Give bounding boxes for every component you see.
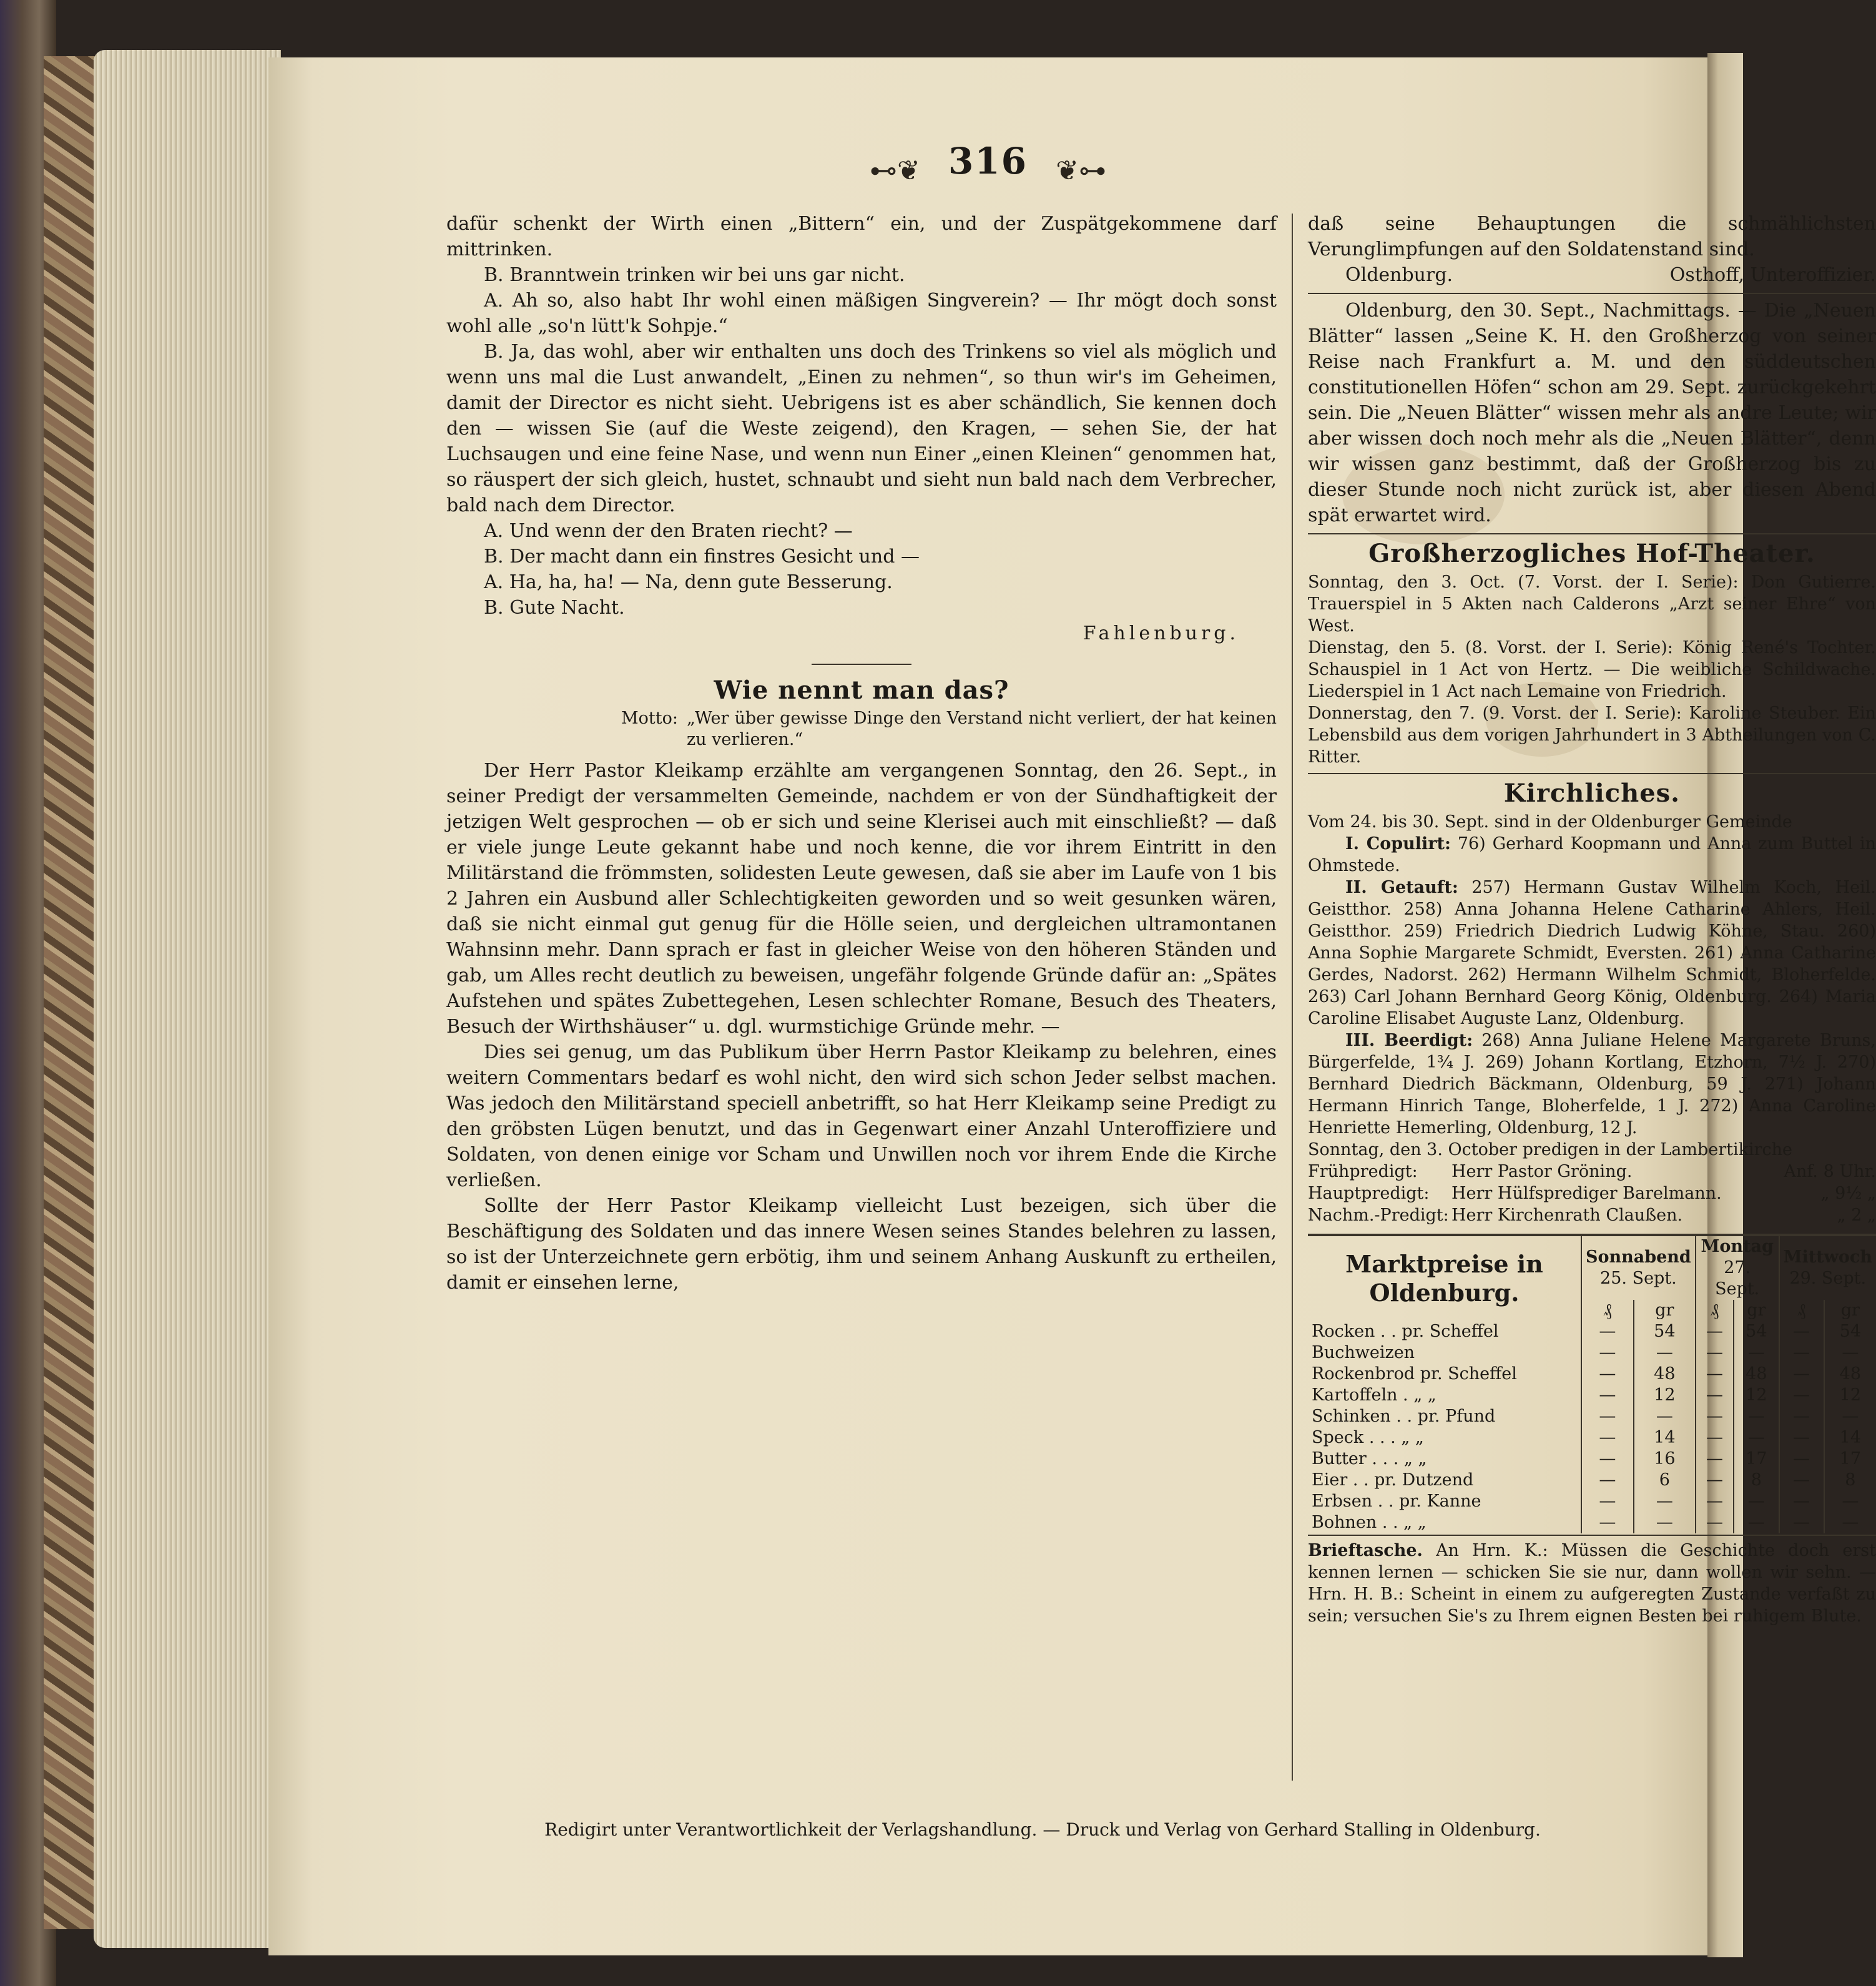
price-cell: — (1581, 1427, 1634, 1448)
article-title: Wie nennt man das? (714, 676, 1009, 705)
price-cell: — (1779, 1321, 1824, 1342)
column-divider (1292, 214, 1293, 1781)
paragraph: Sollte der Herr Pastor Kleikamp vielleicht Lust bezeigen, sich über die Beschäftigung des Soldaten und das innere Wesen seines Standes belehren zu lassen, so ist der Unterzeichnete gern erbötig, ihm und seinem Anhang Auskunft zu ertheilen, damit er einsehen lerne, (446, 1195, 1277, 1294)
price-cell: — (1824, 1342, 1876, 1364)
table-row (1308, 1470, 1876, 1491)
right-column (1308, 211, 1876, 1627)
ornament-right-icon: ❦⊶ (1056, 155, 1106, 187)
place: Oldenburg. (1345, 264, 1453, 286)
price-cell: — (1824, 1512, 1876, 1533)
price-cell: — (1581, 1406, 1634, 1427)
page-stack (94, 50, 281, 1948)
paragraph: daß seine Behauptungen die schmählichsten Verunglimpfungen auf den Soldatenstand sind. (1308, 213, 1876, 260)
paragraph: Dies sei genug, um das Publikum über Herrn Pastor Kleikamp zu belehren, eines weitern Commentars bedarf es wohl nicht, den wird sich schon Jeder selbst machen. Was jedoch den Militärstand speciell anbetrifft, so hat Herr Kleikamp seine Predigt zu den gröbsten Lügen benutzt, und das in Gegenwart einer Anzahl Unteroffiziere und Soldaten, von denen einige vor Scham und Unwillen noch vor ihrem Ende die Kirche verließen. (446, 1041, 1277, 1191)
price-cell: — (1824, 1406, 1876, 1427)
newspaper-page (268, 57, 1876, 1955)
market-prices-table (1308, 1236, 1876, 1533)
price-cell: — (1696, 1385, 1734, 1406)
listing: Sonntag, den 3. Oct. (7. Vorst. der I. Serie): Don Gutierre. Trauerspiel in 5 Akten nach Calderons „Arzt seiner Ehre“ von West. (1308, 573, 1876, 636)
item-name: Kartoffeln . „ „ (1312, 1385, 1436, 1405)
sermon-row: Frühpredigt: Herr Pastor Gröning. Anf. 8 Uhr. (1308, 1162, 1876, 1181)
paragraph: Oldenburg, den 30. Sept., Nachmittags. — Die „Neuen Blätter“ lassen „Seine K. H. den Großherzog von seiner Reise nach Frankfurt a. M. und den süddeutschen constitutionellen Höfen“ schon am 29. Sept. zurückgekehrt sein. Die „Neuen Blätter“ wissen mehr als andre Leute; wir aber wissen doch noch mehr als die „Neuen Blätter“, denn wir wissen ganz bestimmt, daß der Großherzog bis zu dieser Stunde noch nicht zurück ist, aber diesen Abend spät erwartet wird. (1308, 300, 1876, 526)
price-cell: — (1696, 1491, 1734, 1512)
imprint-footer: Redigirt unter Verantwortlichkeit der Verlagshandlung. — Druck und Verlag von Gerhard Stalling in Oldenburg. (544, 1819, 1541, 1840)
table-title: Marktpreise in Oldenburg. (1345, 1250, 1543, 1307)
price-cell: — (1696, 1427, 1734, 1448)
item-name: Erbsen . . pr. Kanne (1312, 1492, 1481, 1511)
price-cell: — (1696, 1364, 1734, 1385)
price-cell: 48 (1634, 1364, 1696, 1385)
church-listings (1308, 811, 1876, 1226)
letterbox-text: An Hrn. K.: Müssen die Geschichte doch erst kennen lernen — schicken Sie sie nur, dann wollen wir sehn. — Hrn. H. B.: Scheint in einem zu aufgeregten Zustande verfaßt zu sein; versuchen Sie's zu Ihrem eignen Besten bei ruhigem Blute. (1308, 1541, 1876, 1626)
price-cell: — (1581, 1364, 1634, 1385)
price-cell: 17 (1824, 1448, 1876, 1470)
dialog-line: B. Gute Nacht. (484, 597, 625, 619)
separator (812, 664, 911, 665)
table-row (1308, 1342, 1876, 1364)
price-cell: — (1779, 1364, 1824, 1385)
listing: Dienstag, den 5. (8. Vorst. der I. Serie): König René's Tochter. Schauspiel in 1 Act von Hertz. — Die weibliche Schildwache. Liederspiel in 1 Act nach Lemaine von Friedrich. (1308, 638, 1876, 701)
label: II. Getauft: (1345, 878, 1458, 897)
item-name: Speck . . . „ „ (1312, 1428, 1424, 1447)
unit-row: ₰ gr ₰ gr ₰ gr (1308, 1300, 1876, 1321)
price-cell: — (1779, 1427, 1824, 1448)
theater-listings (1308, 571, 1876, 768)
price-cell: 48 (1824, 1364, 1876, 1385)
item-name: Rockenbrod pr. Scheffel (1312, 1364, 1517, 1384)
price-cell: — (1634, 1491, 1696, 1512)
table-header-row: Marktpreise in Oldenburg. Sonnabend 25. Sept. Montag 27. Sept. Mittwoch 29. Sept. (1308, 1236, 1876, 1300)
page-header (268, 140, 1707, 187)
page-number: 316 (948, 140, 1028, 182)
motto-label: Motto: (621, 709, 678, 728)
dialog-line: B. Der macht dann ein finstres Gesicht und — (484, 546, 920, 568)
price-cell: — (1779, 1470, 1824, 1491)
motto-text: „Wer über gewisse Dinge den Verstand nicht verliert, der hat keinen zu verlieren.“ (686, 709, 1277, 749)
dialog-line: B. Ja, das wohl, aber wir enthalten uns doch des Trinkens so viel als möglich und wenn uns mal die Lust anwandelt, „Einen zu nehmen“, so thun wir's im Geheimen, damit der Director es nicht sieht. Uebrigens ist es aber schändlich, Sie kennen doch den — wissen Sie (auf die Weste zeigend), den Kragen, — sehen Sie, der hat Luchsaugen und eine feine Nase, und wenn nun Einer „einen Kleinen“ genommen hat, so räuspert der sich gleich, hustet, schnaubt und sieht nun bald nach dem Verbrecher, bald nach dem Director. (446, 341, 1277, 516)
price-cell: — (1779, 1342, 1824, 1364)
signature-line (1308, 262, 1876, 288)
theater-title: Großherzogliches Hof-Theater. (1368, 539, 1815, 568)
price-cell: 54 (1824, 1321, 1876, 1342)
separator (1308, 533, 1876, 534)
price-cell: 14 (1634, 1427, 1696, 1448)
sermon-row: Hauptpredigt: Herr Hülfsprediger Barelmann. „ 9½ „ (1308, 1184, 1876, 1203)
price-cell: — (1696, 1448, 1734, 1470)
left-column (446, 211, 1277, 1295)
price-cell: — (1634, 1342, 1696, 1364)
price-cell: — (1581, 1470, 1634, 1491)
entries: 257) Hermann Gustav Wilhelm Koch, Heil. Geistthor. 258) Anna Johanna Helene Catharine Ahlers, Heil. Geistthor. 259) Friedrich Diedrich Ludwig Köhne, Stau. 260) Anna Sophie Margarete Schmidt, Eversten. 261) Anna Catharine Gerdes, Nadorst. 262) Hermann Wilhelm Schmidt, Bloherfelde. 263) Carl Johann Bernhard Georg König, Oldenburg. 264) Maria Caroline Elisabet Auguste Lanz, Oldenburg. (1308, 878, 1876, 1028)
price-cell: — (1634, 1406, 1696, 1427)
price-cell: — (1581, 1385, 1634, 1406)
letterbox-label: Brieftasche. (1308, 1541, 1423, 1560)
item-name: Schinken . . pr. Pfund (1312, 1407, 1496, 1426)
item-name: Rocken . . pr. Scheffel (1312, 1322, 1499, 1341)
price-cell: 12 (1734, 1385, 1779, 1406)
table-row (1308, 1512, 1876, 1533)
table-row (1308, 1406, 1876, 1427)
price-cell: — (1581, 1512, 1634, 1533)
price-cell: — (1696, 1342, 1734, 1364)
price-cell: — (1581, 1342, 1634, 1364)
price-cell: 17 (1734, 1448, 1779, 1470)
price-cell: 48 (1734, 1364, 1779, 1385)
dialog-line: A. Ah so, also habt Ihr wohl einen mäßigen Singverein? — Ihr mögt doch sonst wohl alle „so'n lütt'k Sohpje.“ (446, 290, 1277, 337)
sermon-list (1308, 1161, 1876, 1226)
price-cell: 16 (1634, 1448, 1696, 1470)
ornament-left-icon: ⊷❦ (869, 155, 920, 187)
price-cell: — (1734, 1427, 1779, 1448)
price-cell: 8 (1824, 1470, 1876, 1491)
label: III. Beerdigt: (1345, 1031, 1473, 1050)
price-cell: — (1581, 1448, 1634, 1470)
label: I. Copulirt: (1345, 834, 1451, 853)
church-title: Kirchliches. (1503, 779, 1681, 808)
item-name: Butter . . . „ „ (1312, 1449, 1427, 1468)
price-cell: 54 (1734, 1321, 1779, 1342)
table-row (1308, 1321, 1876, 1342)
paragraph: Der Herr Pastor Kleikamp erzählte am vergangenen Sonntag, den 26. Sept., in seiner Predigt der versammelten Gemeinde, nachdem er von der Sündhaftigkeit der jetzigen Welt gesprochen — ob er sich und seine Klerisei auch mit einschließt? — daß er viele junge Leute gekannt habe und noch kenne, die vor ihrem Eintritt in den Militärstand die frömmsten, solidesten Leute gewesen, daß sie aber im Laufe von 1 bis 2 Jahren ein Ausbund aller Schlechtigkeiten geworden und so weit gesunken wären, daß sie nicht einmal gut genug für die Hölle seien, und dergleichen ultramontanen Wahnsinn mehr. Dann sprach er fast in gleicher Weise von den höheren Ständen und gab, um Alles recht deutlich zu beweisen, ungefähr folgende Gründe dafür an: „Spätes Aufstehen und spätes Zubettegehen, Lesen schlechter Romane, Besuch des Theaters, Besuch der Wirthshäuser“ u. dgl. wurmstichige Gründe mehr. — (446, 760, 1277, 1038)
motto-block (621, 708, 1277, 750)
separator (1308, 1535, 1876, 1536)
price-cell: — (1824, 1491, 1876, 1512)
dialog-line: A. Und wenn der den Braten riecht? — (484, 520, 853, 542)
price-cell: — (1779, 1448, 1824, 1470)
intro: Vom 24. bis 30. Sept. sind in der Oldenburger Gemeinde (1308, 812, 1792, 832)
dialog-line: B. Branntwein trinken wir bei uns gar nicht. (484, 264, 905, 286)
item-name: Eier . . pr. Dutzend (1312, 1470, 1474, 1490)
price-cell: 14 (1824, 1427, 1876, 1448)
table-row (1308, 1427, 1876, 1448)
price-cell: 8 (1734, 1470, 1779, 1491)
table-row (1308, 1364, 1876, 1385)
price-cell: — (1696, 1406, 1734, 1427)
price-cell: — (1696, 1512, 1734, 1533)
price-cell: — (1734, 1512, 1779, 1533)
price-cell: — (1779, 1491, 1824, 1512)
table-row (1308, 1385, 1876, 1406)
price-cell: 12 (1824, 1385, 1876, 1406)
price-cell: 12 (1634, 1385, 1696, 1406)
price-cell: 54 (1634, 1321, 1696, 1342)
price-cell: — (1734, 1406, 1779, 1427)
item-name: Bohnen . . „ „ (1312, 1513, 1427, 1532)
price-cell: — (1696, 1470, 1734, 1491)
listing: Donnerstag, den 7. (9. Vorst. der I. Serie): Karoline Steuber. Ein Lebensbild aus dem vorigen Jahrhundert in 3 Abtheilungen von C. Ritter. (1308, 704, 1876, 767)
sermon-row: Nachm.-Predigt: Herr Kirchenrath Claußen. „ 2 „ (1308, 1206, 1876, 1225)
dialog-line: A. Ha, ha, ha! — Na, denn gute Besserung. (484, 571, 893, 593)
price-cell: — (1581, 1491, 1634, 1512)
price-cell: 6 (1634, 1470, 1696, 1491)
separator (1308, 293, 1876, 294)
item-name: Buchweizen (1312, 1343, 1415, 1362)
signature: Fahlenburg. (1083, 622, 1239, 644)
separator (1308, 773, 1876, 774)
price-cell: — (1581, 1321, 1634, 1342)
sermon-intro: Sonntag, den 3. October predigen in der Lambertikirche (1308, 1140, 1792, 1159)
price-cell: — (1634, 1512, 1696, 1533)
price-cell: — (1779, 1385, 1824, 1406)
table-row (1308, 1491, 1876, 1512)
price-cell: — (1779, 1406, 1824, 1427)
price-cell: — (1779, 1512, 1824, 1533)
entries: 268) Anna Juliane Helene Margarete Bruns, Bürgerfelde, 1¾ J. 269) Johann Kortlang, Etzhorn, 7½ J. 270) Bernhard Diedrich Bäckmann, Oldenburg, 59 J. 271) Johann Hermann Hinrich Tange, Bloherfelde, 1 J. 272) Anna Caroline Henriette Hemerling, Oldenburg, 12 J. (1308, 1031, 1876, 1138)
price-cell: — (1734, 1342, 1779, 1364)
signature: Osthoff, Unteroffizier. (1669, 264, 1876, 286)
price-cell: — (1696, 1321, 1734, 1342)
entries: 76) Gerhard Koopmann und Anna zum Buttel in Ohmstede. (1308, 834, 1876, 875)
paragraph: dafür schenkt der Wirth einen „Bittern“ ein, und der Zuspätgekommene darf mittrinken. (446, 213, 1277, 260)
price-cell: — (1734, 1491, 1779, 1512)
table-row (1308, 1448, 1876, 1470)
